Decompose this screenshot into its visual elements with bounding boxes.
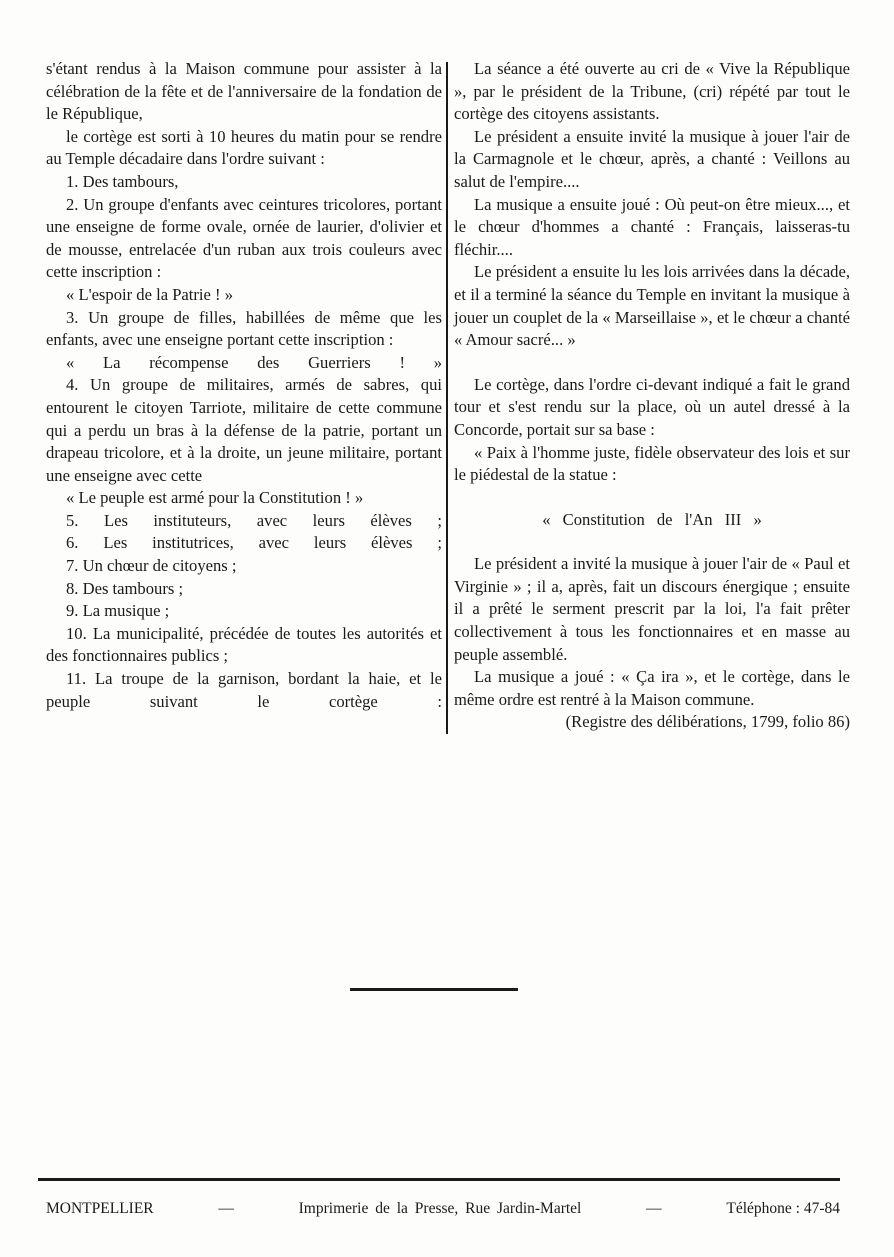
paragraph: Le président a ensuite invité la musique à jouer l'air de la Carmagnole et le chœur, après, a chanté : Veillons au salut de l'empire.... [454,126,850,191]
paragraph: Le président a invité la musique à jouer l'air de « Paul et Virginie » ; il a, après, fait un discours énergique ; ensuite il a prêté le serment prescrit par la loi, l'a fait prêter collectivement à tous les fonctionnaires et en masse au peuple assemblé. [454,554,850,664]
list-item: 4. Un groupe de militaires, armés de sabres, qui entourent le citoyen Tarriote, militaire de cette commune qui a perdu un bras à la défense de la patrie, portant un drapeau tricolore, et à la droite, un jeune militaire, portant une enseigne avec cette [46,375,442,485]
list-item: 8. Des tambours ; [66,578,184,598]
footer-dash: — [646,1200,662,1217]
paragraph: s'étant rendus à la Maison commune pour assister à la célébration de la fête et de l'anniversaire de la fondation de le République, [46,59,442,124]
paragraph: Le président a ensuite lu les lois arrivées dans la décade, et il a terminé la séance du Temple en invitant la musique à jouer un couplet de la « Marseillaise », et le chœur a chanté « Amour sacré... » [454,262,850,350]
footer-phone: Téléphone : 47-84 [726,1200,840,1217]
left-column [46,58,442,713]
paragraph-gap [454,352,850,374]
inscription-quote: « La récompense des Guerriers ! » [66,352,442,372]
right-column [454,58,850,734]
paragraph: La musique a ensuite joué : Où peut-on être mieux..., et le chœur d'hommes a chanté : Français, laisseras-tu fléchir.... [454,194,850,259]
paragraph-gap [454,487,850,509]
list-item: 6. Les institutrices, avec leurs élèves ; [66,533,442,553]
column-divider [446,62,448,734]
list-item: 2. Un groupe d'enfants avec ceintures tricolores, portant une enseigne de forme ovale, ornée de laurier, d'olivier et de mousse, entrelacée d'un ruban aux trois couleurs avec cette inscription : [46,194,442,282]
list-item: 10. La municipalité, précédée de toutes les autorités et des fonctionnaires publics ; [46,623,442,666]
paragraph-gap [454,531,850,553]
footer-printer: Imprimerie de la Presse, Rue Jardin-Martel [298,1200,582,1217]
source-citation: (Registre des délibérations, 1799, folio 86) [565,712,850,732]
printer-footer [46,1199,840,1219]
list-item: 7. Un chœur de citoyens ; [66,556,237,576]
footer-dash: — [218,1200,234,1217]
section-divider [350,988,518,991]
list-item: 1. Des tambours, [66,171,179,191]
list-item: 5. Les instituteurs, avec leurs élèves ; [66,510,442,530]
inscription-quote: « Constitution de l'An III » [542,509,762,529]
paragraph: le cortège est sorti à 10 heures du matin pour se rendre au Temple décadaire dans l'ordre suivant : [46,126,442,169]
list-item: 11. La troupe de la garnison, bordant la haie, et le peuple suivant le cortège : [46,669,442,711]
paragraph: Le cortège, dans l'ordre ci-devant indiqué a fait le grand tour et s'est rendu sur la place, où un autel dressé à la Concorde, portait sur sa base : [454,374,850,439]
list-item: 9. La musique ; [66,601,170,621]
inscription-quote: « Le peuple est armé pour la Constitution ! » [66,488,364,508]
list-item: 3. Un groupe de filles, habillées de même que les enfants, avec une enseigne portant cette inscription : [46,307,442,350]
paragraph: La musique a joué : « Ça ira », et le cortège, dans le même ordre est rentré à la Maison commune. [454,667,850,709]
footer-rule [38,1178,840,1181]
paragraph: « Paix à l'homme juste, fidèle observateur des lois et sur le piédestal de la statue : [454,442,850,485]
inscription-quote: « L'espoir de la Patrie ! » [66,284,234,304]
footer-city: MONTPELLIER [46,1200,154,1217]
paragraph: La séance a été ouverte au cri de « Vive la République », par le président de la Tribune, (cri) répété par tout le cortège des citoyens assistants. [454,59,850,124]
